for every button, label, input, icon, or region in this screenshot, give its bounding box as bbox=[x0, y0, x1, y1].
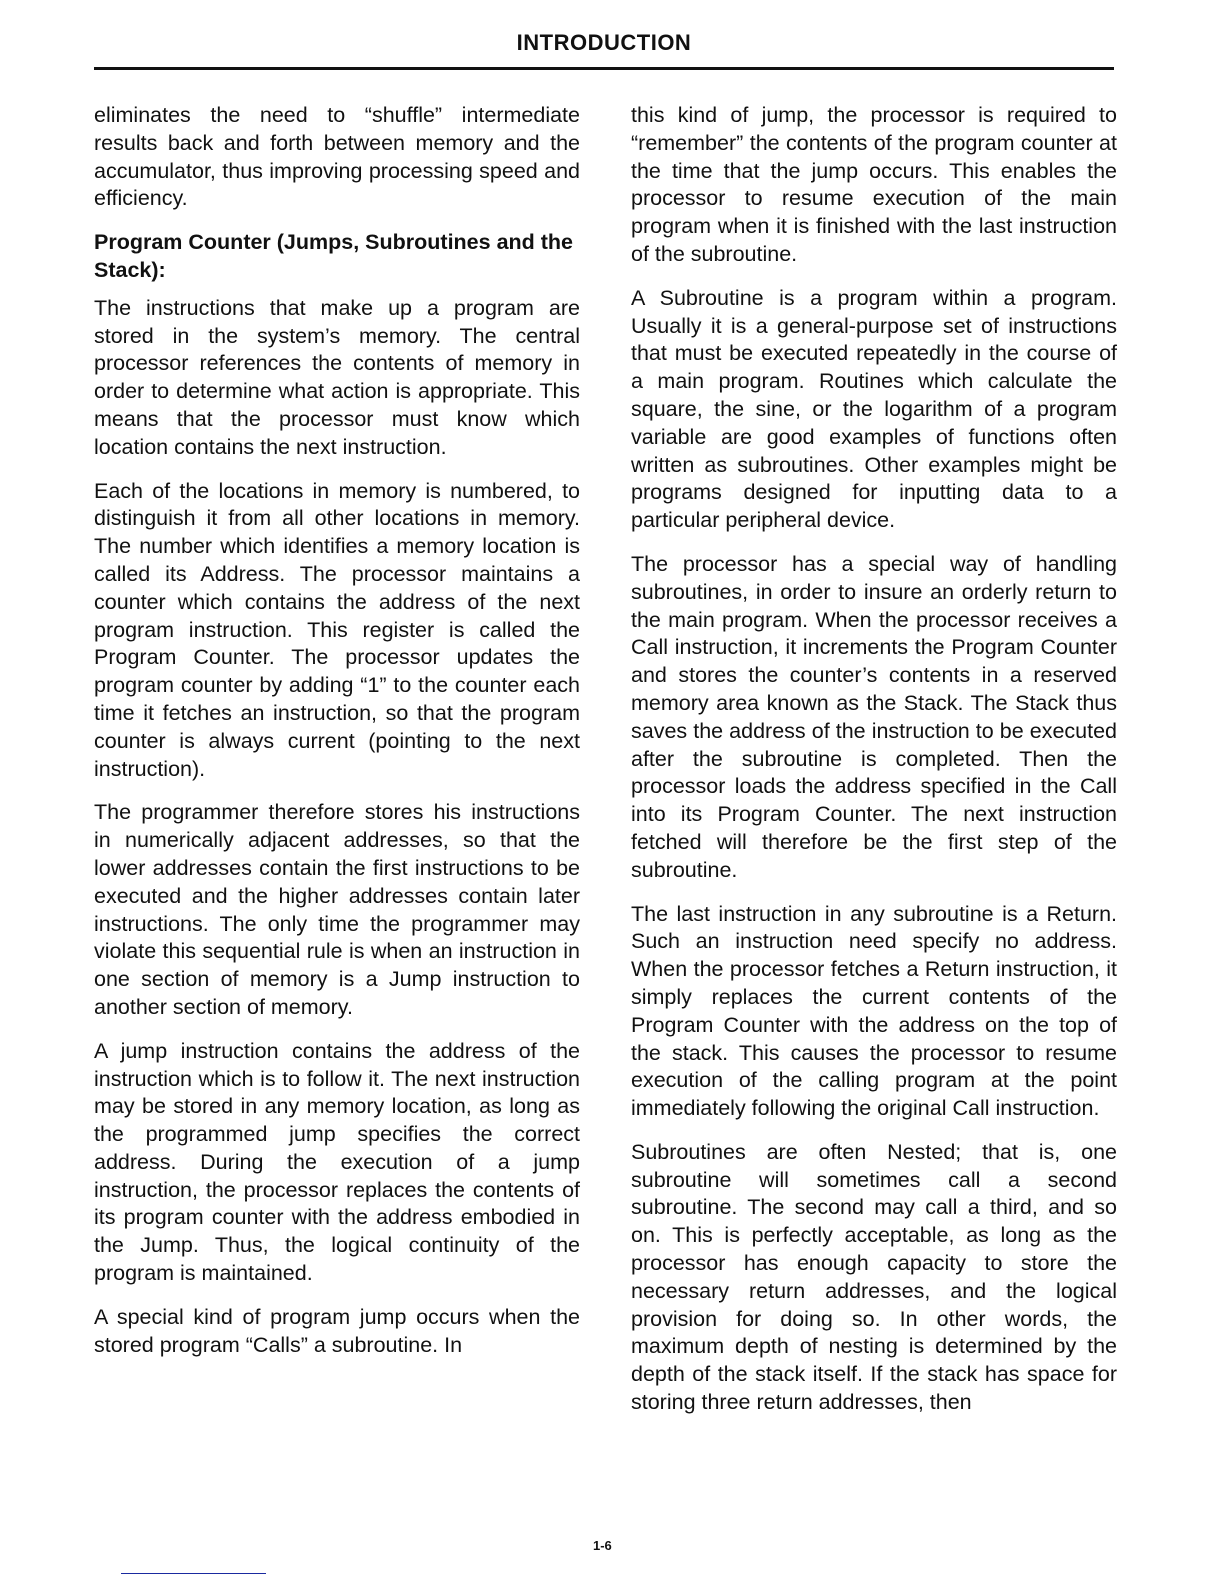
page-title: INTRODUCTION bbox=[516, 30, 692, 55]
paragraph: A Subroutine is a program within a program. Usually it is a general-purpose set of instructions that must be executed repeatedly in the course of a main program. Routines which calculate the square, the sine, or the logarithm of a program variable are good examples of functions often written as subroutines. Other examples might be programs designed for inputting data to a particular peripheral device. bbox=[631, 285, 1117, 533]
paragraph: eliminates the need to “shuffle” intermediate results back and forth between memory and the accumulator, thus improving processing speed and efficiency. bbox=[94, 103, 580, 211]
footer-link-underline bbox=[121, 1573, 266, 1574]
paragraph: The instructions that make up a program are stored in the system’s memory. The central processor references the contents of memory in order to determine what action is appropriate. This means that the processor must know which location contains the next instruction. bbox=[94, 295, 580, 459]
paragraph: The last instruction in any subroutine is a Return. Such an instruction need specify no address. When the processor fetches a Return instruction, it simply replaces the current contents of the Program Counter with the address on the top of the stack. This causes the processor to resume execution of the calling program at the point immediately following the original Call instruction. bbox=[631, 901, 1117, 1121]
paragraph: Subroutines are often Nested; that is, one subroutine will sometimes call a second subroutine. The second may call a third, and so on. This is perfectly acceptable, as long as the processor has enough capacity to store the necessary return addresses, and the logical provision for doing so. In other words, the maximum depth of nesting is determined by the depth of the stack itself. If the stack has space for storing three return addresses, then bbox=[631, 1139, 1117, 1415]
paragraph: A special kind of program jump occurs when the stored program “Calls” a subroutine. In bbox=[94, 1304, 580, 1357]
header-divider bbox=[94, 67, 1114, 70]
paragraph: The processor has a special way of handling subroutines, in order to insure an orderly return to the main program. When the processor receives a Call instruction, it increments the Program Counter and stores the counter’s contents in a reserved memory area known as the Stack. The Stack thus saves the address of the instruction to be executed after the subroutine is completed. Then the processor loads the address specified in the Call into its Program Counter. The next instruction fetched will therefore be the first step of the subroutine. bbox=[631, 551, 1117, 882]
left-column bbox=[94, 102, 580, 1375]
paragraph: The programmer therefore stores his instructions in numerically adjacent addresses, so that the lower addresses contain the first instructions to be executed and the higher addresses contain later instructions. The only time the programmer may violate this sequential rule is when an instruction in one section of memory is a Jump instruction to another section of memory. bbox=[94, 800, 580, 1019]
paragraph: this kind of jump, the processor is required to “remember” the contents of the program counter at the time that the jump occurs. This enables the processor to resume execution of the main program when it is finished with the last instruction of the subroutine. bbox=[631, 103, 1117, 266]
paragraph: Each of the locations in memory is numbered, to distinguish it from all other locations in memory. The number which identifies a memory location is called its Address. The processor maintains a counter which contains the address of the next program instruction. This register is called the Program Counter. The processor updates the program counter by adding “1” to the counter each time it fetches an instruction, so that the program counter is always current (pointing to the next instruction). bbox=[94, 478, 580, 781]
section-heading: Program Counter (Jumps, Subroutines and the Stack): bbox=[94, 230, 574, 282]
paragraph: A jump instruction contains the address of the instruction which is to follow it. The next instruction may be stored in any memory location, as long as the programmed jump specifies the correct address. During the execution of a jump instruction, the processor replaces the contents of its program counter with the address embodied in the Jump. Thus, the logical continuity of the program is maintained. bbox=[94, 1038, 580, 1286]
right-column bbox=[631, 102, 1117, 1433]
page-number: 1-6 bbox=[593, 1538, 612, 1553]
